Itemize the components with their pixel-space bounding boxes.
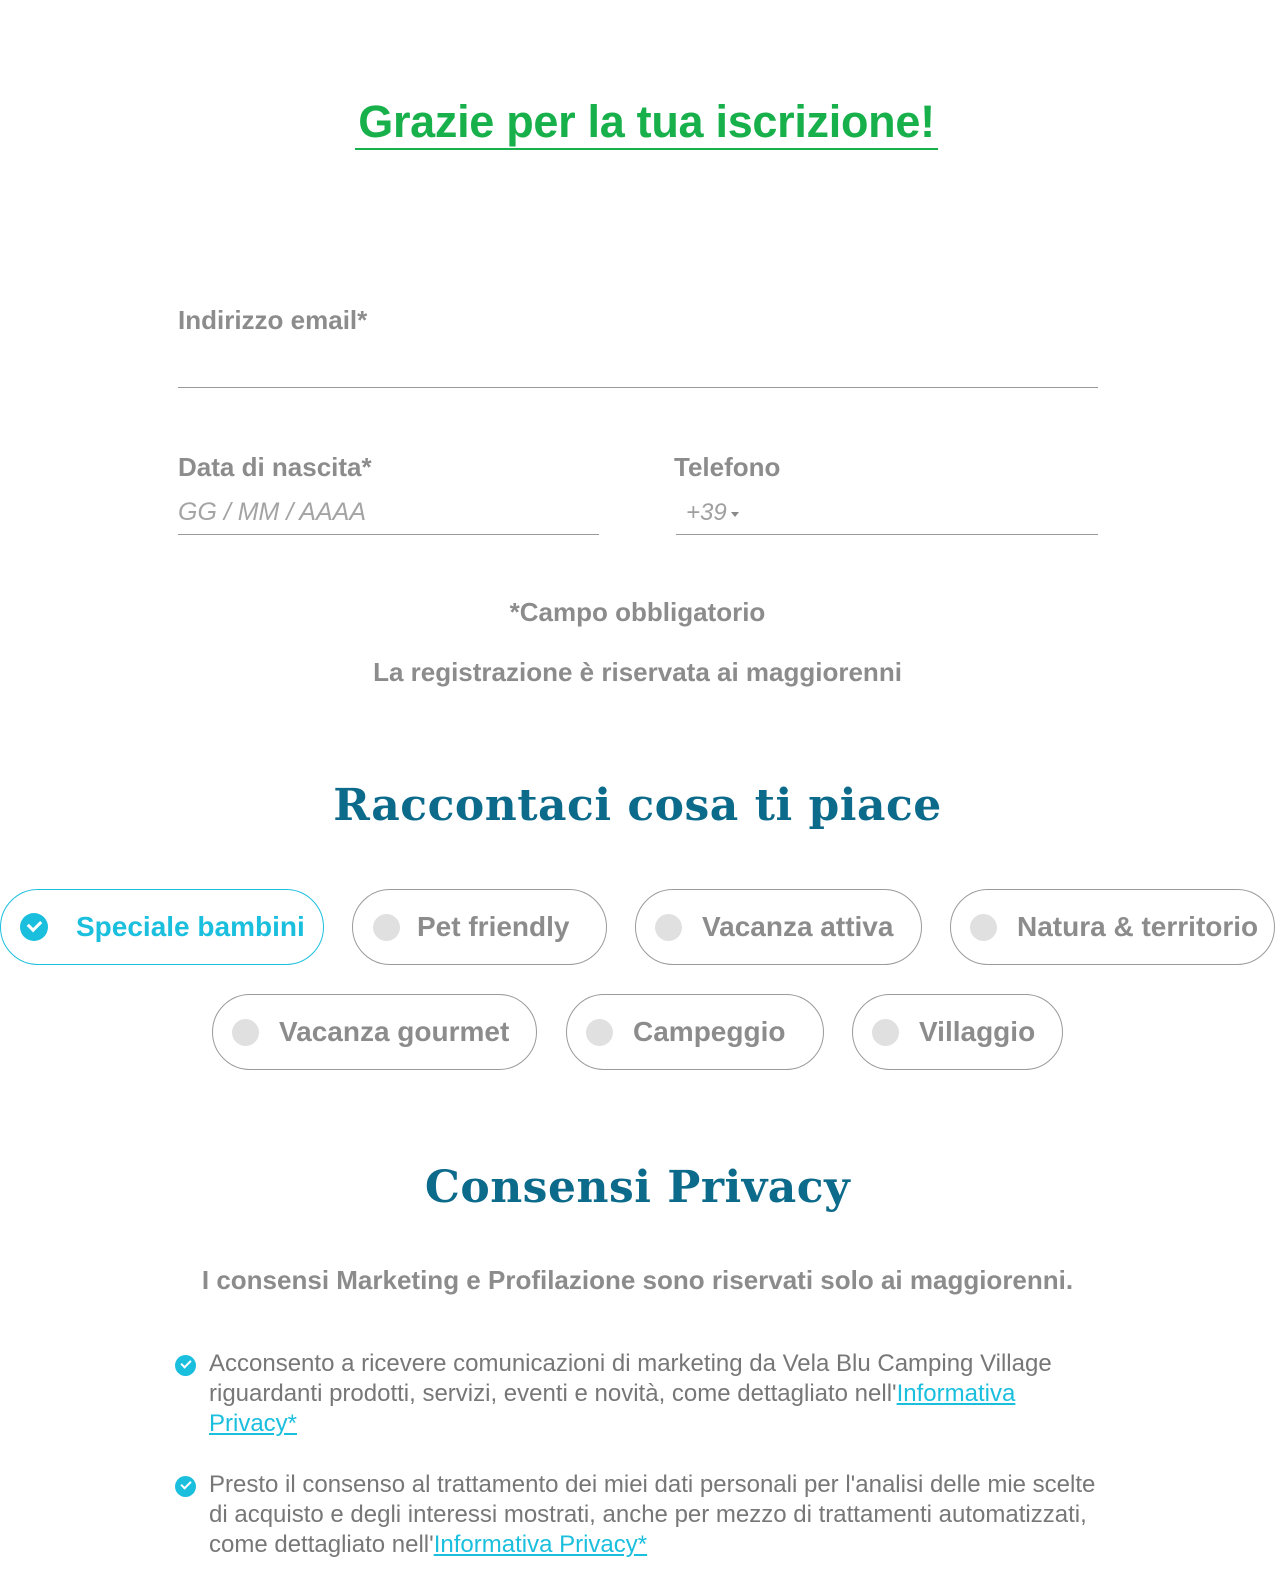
interest-pill-label: Vacanza gourmet <box>279 1016 510 1047</box>
check-circle-icon[interactable] <box>175 1476 196 1497</box>
phone-label: Telefono <box>674 452 781 482</box>
interest-pill-label: Campeggio <box>633 1016 786 1047</box>
interest-pill-vacanza-gourmet[interactable] <box>212 994 537 1070</box>
phone-input[interactable] <box>750 494 1096 530</box>
required-note: *Campo obbligatorio <box>509 597 766 627</box>
privacy-policy-link[interactable]: Informativa Privacy* <box>209 1380 1016 1437</box>
interest-pill-label: Natura & territorio <box>1017 911 1259 942</box>
unchecked-circle-icon <box>872 1019 899 1046</box>
interest-pill-pet-friendly[interactable] <box>352 889 607 965</box>
interests-title: Raccontaci cosa ti piace <box>333 780 942 831</box>
phone-prefix-select[interactable]: +39 <box>686 499 727 526</box>
age-note: La registrazione è riservata ai maggiorenni <box>373 657 902 687</box>
check-circle-icon[interactable] <box>175 1355 196 1376</box>
chevron-down-icon <box>731 512 739 517</box>
interest-pill-speciale-bambini[interactable] <box>0 889 324 965</box>
consent-marketing-text <box>209 1349 1105 1439</box>
birthdate-underline <box>178 534 599 535</box>
interest-pill-label: Pet friendly <box>417 911 570 942</box>
privacy-policy-link[interactable]: Informativa Privacy* <box>433 1531 648 1558</box>
email-underline <box>178 387 1098 388</box>
check-circle-icon <box>20 913 48 941</box>
interest-pill-label: Vacanza attiva <box>702 911 894 942</box>
consent-marketing <box>175 1349 1105 1439</box>
consent-profiling-text <box>209 1470 1105 1560</box>
phone-underline <box>676 534 1098 535</box>
email-input[interactable] <box>178 345 1097 385</box>
unchecked-circle-icon <box>373 914 400 941</box>
interest-pill-campeggio[interactable] <box>566 994 824 1070</box>
birthdate-input[interactable] <box>178 494 598 530</box>
interest-pill-natura-territorio[interactable] <box>950 889 1275 965</box>
interest-pill-villaggio[interactable] <box>852 994 1063 1070</box>
unchecked-circle-icon <box>970 914 997 941</box>
consent-profiling <box>175 1470 1105 1560</box>
unchecked-circle-icon <box>232 1019 259 1046</box>
privacy-subtitle: I consensi Marketing e Profilazione sono riservati solo ai maggiorenni. <box>201 1265 1074 1295</box>
unchecked-circle-icon <box>586 1019 613 1046</box>
consent-profiling-label: Presto il consenso al trattamento dei miei dati personali per l'analisi delle mie scelte di acquisto e degli interessi mostrati, anche per mezzo di trattamenti automatizzati, come dettagliato nell' <box>209 1471 1096 1558</box>
interest-pill-vacanza-attiva[interactable] <box>635 889 922 965</box>
thanks-title <box>0 96 1285 150</box>
interest-pill-label: Speciale bambini <box>76 911 305 942</box>
interest-pill-label: Villaggio <box>919 1016 1036 1047</box>
email-label: Indirizzo email* <box>178 305 368 335</box>
privacy-title: Consensi Privacy <box>424 1162 851 1213</box>
unchecked-circle-icon <box>655 914 682 941</box>
consent-marketing-label: Acconsento a ricevere comunicazioni di marketing da Vela Blu Camping Village riguardanti prodotti, servizi, eventi e novità, come dettagliato nell' <box>209 1350 1052 1407</box>
birthdate-label: Data di nascita* <box>178 452 372 482</box>
thanks-title-text: Grazie per la tua iscrizione! <box>355 96 938 150</box>
